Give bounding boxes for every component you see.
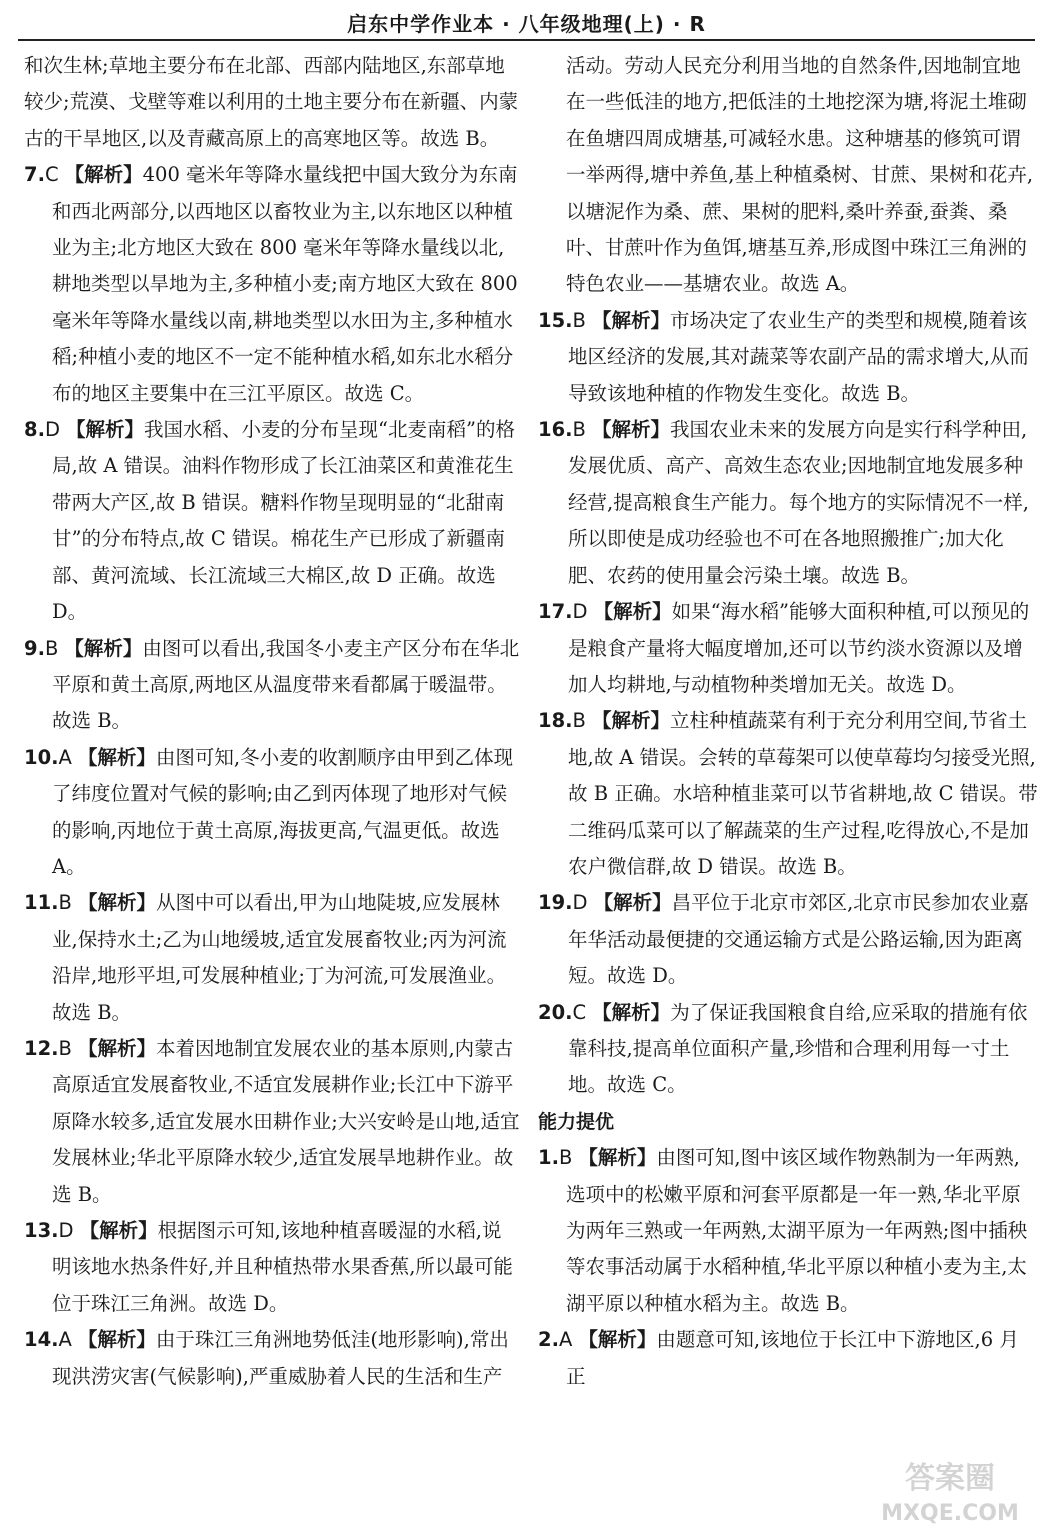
answer-item-18: [538, 703, 1038, 885]
analysis-text: 由图可以看出,我国冬小麦主产区分布在华北平原和黄土高原,两地区从温度带来看都属于暖温带。故选 B。: [52, 636, 520, 733]
item-number: 2.: [538, 1328, 559, 1352]
item-answer: B: [58, 1036, 72, 1060]
item-number: 7.: [24, 163, 45, 187]
item-number: 20.: [538, 1000, 573, 1024]
item-number: 16.: [538, 418, 573, 442]
analysis-tag: 【解析】: [66, 418, 145, 442]
analysis-tag: 【解析】: [578, 1328, 657, 1352]
analysis-text: 由于珠江三角洲地势低洼(地形影响),常出现洪涝灾害(气候影响),严重威胁着人民的生活和生产: [52, 1328, 509, 1388]
item-number: 8.: [24, 418, 45, 442]
item-number: 9.: [24, 636, 45, 660]
item-answer: D: [572, 600, 588, 624]
answer-item-14: [24, 1322, 520, 1395]
analysis-text: 昌平位于北京市郊区,北京市民参加农业嘉年华活动最便捷的交通运输方式是公路运输,因为距离短。故选 D。: [568, 891, 1029, 988]
item-number: 19.: [538, 891, 573, 915]
item-number: 12.: [24, 1036, 59, 1060]
item-answer: B: [44, 636, 59, 660]
item-number: 13.: [24, 1219, 59, 1242]
item-answer: B: [558, 1146, 573, 1170]
item-answer: A: [558, 1328, 573, 1352]
item-number: 1.: [538, 1146, 559, 1170]
analysis-text: 为了保证我国粮食自给,应采取的措施有依靠科技,提高单位面积产量,珍惜和合理利用每一寸土地。故选 C。: [568, 1000, 1028, 1097]
answer-item-10: [24, 740, 520, 886]
item-answer: B: [58, 891, 72, 915]
answer-item-ability-1: [538, 1140, 1038, 1322]
answer-item-15: [538, 303, 1038, 412]
item-answer: B: [572, 418, 586, 442]
analysis-tag: 【解析】: [592, 1000, 671, 1024]
item-answer: D: [58, 1219, 74, 1242]
item-answer: D: [44, 418, 60, 442]
analysis-tag: 【解析】: [591, 308, 670, 332]
answer-continuation: 活动。劳动人民充分利用当地的自然条件,因地制宜地在一些低洼的地方,把低洼的土地挖深为塘,将泥土堆砌在鱼塘四周成塘基,可减轻水患。这种塘基的修筑可谓一举两得,塘中养鱼,基上种植桑树、甘蔗、果树和花卉,以塘泥作为桑、蔗、果树的肥料,桑叶养蚕,蚕粪、桑叶、甘蔗叶作为鱼饵,塘基互养,形成图中珠江三角洲的特色农业——基塘农业。故选 A。: [566, 54, 1034, 296]
analysis-text: 市场决定了农业生产的类型和规模,随着该地区经济的发展,其对蔬菜等农副产品的需求增大,从而导致该地种植的作物发生变化。故选 B。: [568, 308, 1029, 405]
item-number: 17.: [538, 600, 573, 624]
item-number: 11.: [24, 891, 59, 915]
answer-item-9: [24, 631, 520, 740]
analysis-text: 如果“海水稻”能够大面积种植,可以预见的是粮食产量将大幅度增加,还可以节约淡水资源以及增加人均耕地,与动植物种类增加无关。故选 D。: [568, 600, 1030, 696]
item-number: 15.: [538, 308, 573, 332]
analysis-tag: 【解析】: [79, 1219, 158, 1242]
analysis-tag: 【解析】: [77, 1036, 156, 1060]
analysis-text: 由图可知,冬小麦的收割顺序由甲到乙体现了纬度位置对气候的影响;由乙到丙体现了地形对气候的影响,丙地位于黄土高原,海拔更高,气温更低。故选 A。: [52, 745, 514, 878]
analysis-text: 本着因地制宜发展农业的基本原则,内蒙古高原适宜发展畜牧业,不适宜发展耕作业;长江中下游平原降水较多,适宜发展水田耕作业;大兴安岭是山地,适宜发展林业;华北平原降水较少,适宜发展旱地耕作业。故选 B。: [52, 1036, 520, 1206]
watermark-logo: [855, 1450, 1045, 1530]
analysis-text: 我国水稻、小麦的分布呈现“北麦南稻”的格局,故 A 错误。油料作物形成了长江油菜区和黄淮花生带两大产区,故 B 错误。糖料作物呈现明显的“北甜南甘”的分布特点,故 C 错误。棉花生产已形成了新疆南部、黄河流域、长江流域三大棉区,故 D 正确。故选 D。: [52, 418, 515, 624]
analysis-text: 400 毫米年等降水量线把中国大致分为东南和西北两部分,以西地区以畜牧业为主,以东地区以种植业为主;北方地区大致在 800 毫米年等降水量线以北,耕地类型以旱地为主,多种植小麦;南方地区大致在 800 毫米年等降水量线以南,耕地类型以水田为主,多种植水稻;种植小麦的地区不一定不能种植水稻,如东北水稻分布的地区主要集中在三江平原区。故选 C。: [52, 163, 518, 405]
answer-item-13: [24, 1213, 520, 1322]
analysis-text: 根据图示可知,该地种植喜暖湿的水稻,说明该地水热条件好,并且种植热带水果香蕉,所以最可能位于珠江三角洲。故选 D。: [52, 1219, 513, 1315]
answer-continuation: 和次生林;草地主要分布在北部、西部内陆地区,东部草地较少;荒漠、戈壁等难以利用的土地主要分布在新疆、内蒙古的干旱地区,以及青藏高原上的高寒地区等。故选 B。: [24, 54, 519, 150]
answer-item-12: [24, 1031, 520, 1213]
page-header: [0, 0, 1053, 42]
item-number: 18.: [538, 709, 573, 733]
answer-item-20: [538, 995, 1038, 1104]
item-answer: C: [44, 163, 59, 187]
analysis-tag: 【解析】: [77, 745, 156, 769]
analysis-tag: 【解析】: [64, 636, 143, 660]
analysis-text: 由图可知,图中该区域作物熟制为一年两熟,选项中的松嫩平原和河套平原都是一年一熟,华北平原为两年三熟或一年两熟,太湖平原为一年两熟;图中插秧等农事活动属于水稻种植,华北平原以种植小麦为主,太湖平原以种植水稻为主。故选 B。: [566, 1146, 1028, 1315]
watermark-line1: 答案圈: [905, 1461, 995, 1496]
analysis-text: 我国农业未来的发展方向是实行科学种田,发展优质、高产、高效生态农业;因地制宜地发展多种经营,提高粮食生产能力。每个地方的实际情况不一样,所以即使是成功经验也不可在各地照搬推广;加大化肥、农药的使用量会污染土壤。故选 B。: [568, 418, 1029, 587]
analysis-tag: 【解析】: [591, 709, 670, 733]
answer-item-7: [24, 157, 520, 412]
answer-item-16: [538, 412, 1038, 594]
answer-item-19: [538, 885, 1038, 994]
analysis-tag: 【解析】: [64, 163, 143, 187]
analysis-tag: 【解析】: [593, 891, 672, 915]
page-header-title: 启东中学作业本 · 八年级地理(上) · R: [347, 12, 706, 36]
item-answer: C: [572, 1000, 587, 1024]
header-divider: [18, 39, 1035, 41]
item-answer: B: [572, 308, 586, 332]
analysis-tag: 【解析】: [77, 891, 156, 915]
analysis-tag: 【解析】: [77, 1328, 156, 1352]
item-answer: D: [572, 891, 588, 915]
answer-item-17: [538, 594, 1038, 703]
item-number: 14.: [24, 1328, 59, 1352]
watermark-line2: MXQE.COM: [881, 1501, 1019, 1526]
left-column: [24, 48, 520, 1395]
item-answer: B: [572, 709, 586, 733]
analysis-tag: 【解析】: [591, 418, 670, 442]
analysis-text: 由题意可知,该地位于长江中下游地区,6 月正: [566, 1328, 1019, 1388]
analysis-text: 立柱种植蔬菜有利于充分利用空间,节省土地,故 A 错误。会转的草莓架可以使草莓均匀接受光照,故 B 正确。水培种植韭菜可以节省耕地,故 C 错误。带二维码瓜菜可以了解蔬菜的生产过程,吃得放心,不是加农户微信群,故 D 错误。故选 B。: [568, 709, 1038, 878]
analysis-tag: 【解析】: [593, 600, 672, 624]
answer-item-ability-2: [538, 1322, 1038, 1395]
section-heading: 能力提优: [538, 1110, 615, 1133]
item-answer: A: [58, 745, 72, 769]
item-number: 10.: [24, 745, 59, 769]
item-answer: A: [58, 1328, 72, 1352]
analysis-tag: 【解析】: [578, 1146, 657, 1170]
right-column: [538, 48, 1038, 1395]
analysis-text: 从图中可以看出,甲为山地陡坡,应发展林业,保持水土;乙为山地缓坡,适宜发展畜牧业;丙为河流沿岸,地形平坦,可发展种植业;丁为河流,可发展渔业。故选 B。: [52, 891, 507, 1024]
answer-item-11: [24, 885, 520, 1031]
answer-item-8: [24, 412, 520, 630]
